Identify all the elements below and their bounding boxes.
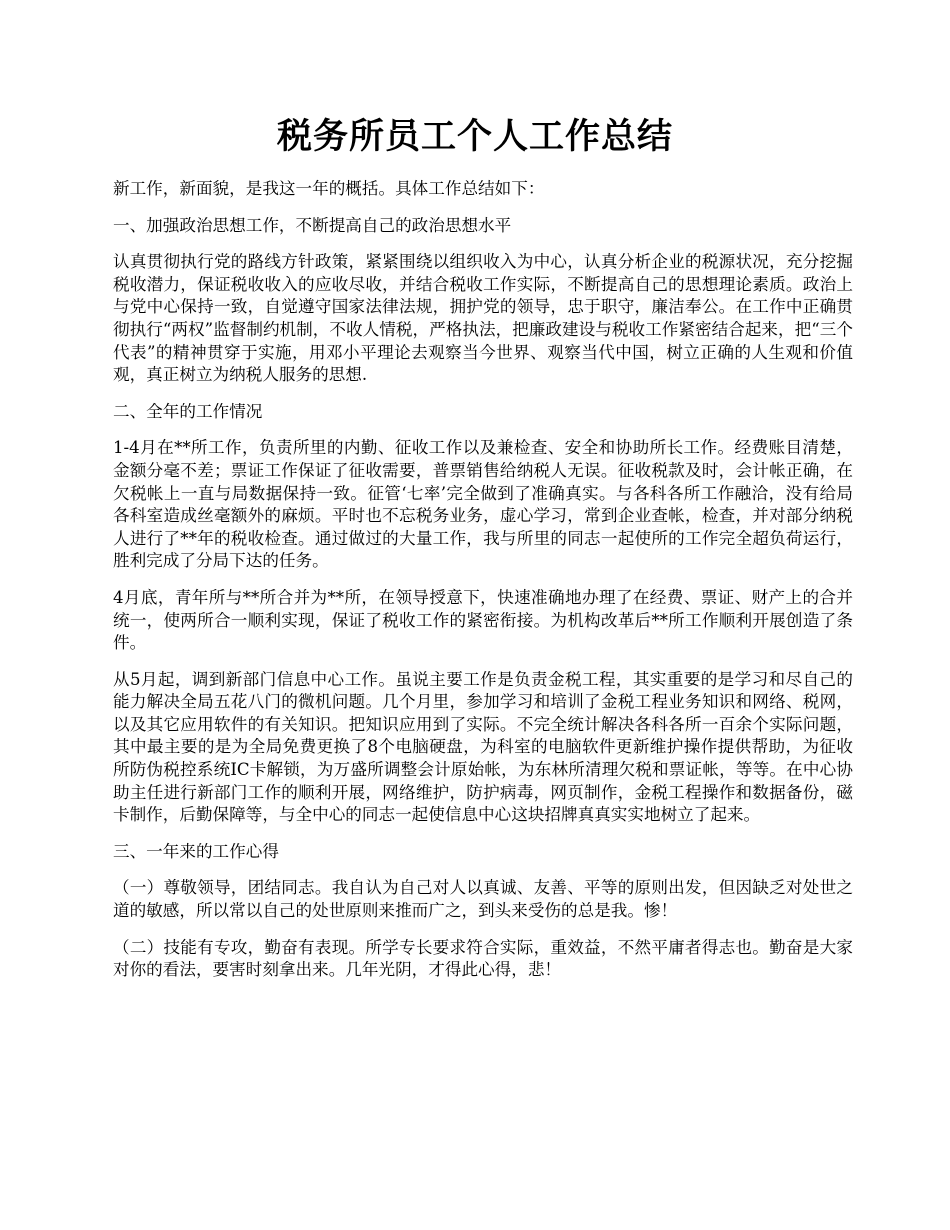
body-paragraph: 4月底，青年所与**所合并为**所，在领导授意下，快速准确地办理了在经费、票证、财产上的合并统一，使两所合一顺利实现，保证了税收工作的紧密衔接。为机构改革后**所工作顺利开展创造了条件。 xyxy=(113,587,853,653)
section-heading-1: 一、加强政治思想工作，不断提高自己的政治思想水平 xyxy=(113,215,512,235)
section-heading-3: 三、一年来的工作心得 xyxy=(113,841,279,861)
body-paragraph: （一）尊敬领导，团结同志。我自认为自己对人以真诚、友善、平等的原则出发，但因缺乏对处世之道的敏感，所以常以自己的处世原则来推而广之，到头来受伤的总是我。惨！ xyxy=(113,878,853,921)
body-paragraph: 1-4月在**所工作，负责所里的内勤、征收工作以及兼检查、安全和协助所长工作。经费账目清楚，金额分毫不差；票证工作保证了征收需要，普票销售给纳税人无误。征收税款及时，会计帐正确，在欠税帐上一直与局数据保持一致。征管‘七率’完全做到了准确真实。与各科各所工作融洽，没有给局各科室造成丝毫额外的麻烦。平时也不忘税务业务，虚心学习，常到企业查帐，检查，并对部分纳税人进行了**年的税收检查。通过做过的大量工作，我与所里的同志一起使所的工作完全超负荷运行，胜利完成了分局下达的任务。 xyxy=(113,438,853,571)
body-paragraph: （二）技能有专攻，勤奋有表现。所学专长要求符合实际，重效益，不然平庸者得志也。勤奋是大家对你的看法，要害时刻拿出来。几年光阴，才得此心得，悲！ xyxy=(113,937,853,980)
body-paragraph: 认真贯彻执行党的路线方针政策，紧紧围绕以组织收入为中心，认真分析企业的税源状况，充分挖掘税收潜力，保证税收收入的应收尽收，并结合税收工作实际，不断提高自己的思想理论素质。政治上与党中心保持一致，自觉遵守国家法律法规，拥护党的领导，忠于职守，廉洁奉公。在工作中正确贯彻执行“两权”监督制约机制，不收人情税，严格执法，把廉政建设与税收工作紧密结合起来，把“三个代表”的精神贯穿于实施，用邓小平理论去观察当今世界、观察当代中国，树立正确的人生观和价值观，真正树立为纳税人服务的思想. xyxy=(113,252,853,385)
document-title: 税务所员工个人工作总结 xyxy=(276,116,673,157)
intro-paragraph: 新工作，新面貌，是我这一年的概括。具体工作总结如下： xyxy=(113,179,545,198)
document-body xyxy=(113,178,853,996)
body-paragraph: 从5月起，调到新部门信息中心工作。虽说主要工作是负责金税工程，其实重要的是学习和尽自己的能力解决全局五花八门的微机问题。几个月里，参加学习和培训了金税工程业务知识和网络、税网，以及其它应用软件的有关知识。把知识应用到了实际。不完全统计解决各科各所一百余个实际问题，其中最主要的是为全局免费更换了8个电脑硬盘，为科室的电脑软件更新维护操作提供帮助，为征收所防伪税控系统IC卡解锁，为万盛所调整会计原始帐，为东林所清理欠税和票证帐，等等。在中心协助主任进行新部门工作的顺利开展，网络维护，防护病毒，网页制作，金税工程操作和数据备份，磁卡制作，后勤保障等，与全中心的同志一起使信息中心这块招牌真真实实地树立了起来。 xyxy=(113,669,853,825)
section-heading-2: 二、全年的工作情况 xyxy=(113,401,263,421)
